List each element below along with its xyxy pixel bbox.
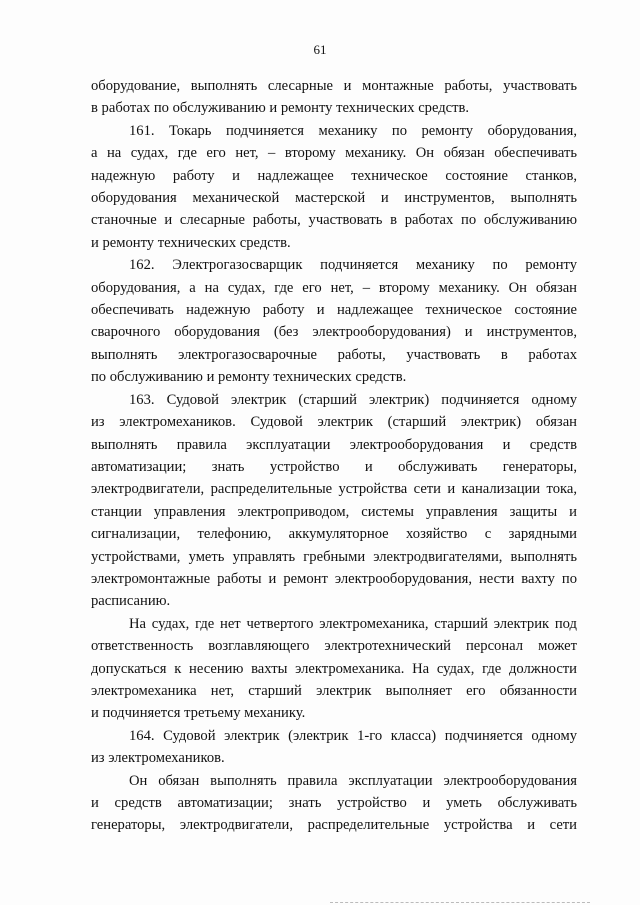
paragraph: [91, 725, 577, 770]
text-line: электродвигатели, распределительные устройства сети и канализации тока,: [91, 481, 577, 498]
text-line: 164. Судовой электрик (электрик 1-го класса) подчиняется одному: [129, 727, 577, 744]
text-line: электромеханика нет, старший электрик выполняет его обязанности: [91, 682, 577, 699]
text-line: выполнять электрогазосварочные работы, участвовать в работах: [91, 346, 577, 363]
text-line: сварочного оборудования (без электрооборудования) и инструментов,: [91, 324, 577, 341]
scan-edge-mark: [330, 901, 590, 903]
text-line: электромонтажные работы и ремонт электрооборудования, нести вахту по: [91, 570, 577, 587]
text-line: 162. Электрогазосварщик подчиняется механику по ремонту: [129, 257, 577, 274]
text-line: расписанию.: [91, 593, 171, 610]
text-line: из электромехаников.: [91, 750, 225, 767]
text-line: и средств автоматизации; знать устройство и уметь обслуживать: [91, 795, 577, 811]
page-number: 61: [313, 42, 327, 57]
text-line: и ремонту технических средств.: [91, 234, 291, 251]
paragraph: [91, 389, 577, 613]
text-line: 161. Токарь подчиняется механику по ремонту оборудования,: [129, 122, 577, 139]
text-line: из электромехаников. Судовой электрик (старший электрик) обязан: [91, 414, 577, 431]
document-body: [91, 75, 577, 837]
text-line: выполнять правила эксплуатации электрооборудования и средств: [91, 436, 577, 453]
text-line: надежную работу и надлежащее техническое состояние станков,: [91, 167, 577, 184]
text-line: оборудования механической мастерской и инструментов, выполнять: [91, 190, 577, 207]
text-line: На судах, где нет четвертого электромеханика, старший электрик под: [129, 615, 577, 632]
text-line: а на судах, где его нет, – второму механику. Он обязан обеспечивать: [91, 145, 577, 162]
text-line: допускаться к несению вахты электромеханика. На судах, где должности: [91, 660, 577, 677]
paragraph: [91, 613, 577, 725]
text-line: оборудования, а на судах, где его нет, – второму механику. Он обязан: [91, 279, 577, 296]
text-line: по обслуживанию и ремонту технических средств.: [91, 369, 407, 386]
text-line: станочные и слесарные работы, участвовать в работах по обслуживанию: [91, 212, 577, 229]
paragraph: [91, 770, 577, 837]
paragraph: [91, 254, 577, 388]
text-line: станции управления электроприводом, системы управления защиты и: [91, 503, 577, 520]
paragraph: [91, 120, 577, 254]
text-line: генераторы, электродвигатели, распределительные устройства и сети: [91, 817, 577, 834]
text-line: обеспечивать надежную работу и надлежащее техническое состояние: [91, 302, 577, 319]
text-line: ответственность возглавляющего электротехнический персонал может: [91, 638, 577, 655]
text-line: и подчиняется третьему механику.: [91, 705, 306, 722]
text-line: сигнализации, телефонию, аккумуляторное хозяйство с зарядными: [91, 526, 577, 543]
text-line: автоматизации; знать устройство и обслуживать генераторы,: [91, 458, 577, 475]
text-line: оборудование, выполнять слесарные и монтажные работы, участвовать: [91, 78, 577, 94]
text-line: 163. Судовой электрик (старший электрик) подчиняется одному: [129, 391, 577, 408]
paragraph: [91, 75, 577, 120]
text-line: в работах по обслуживанию и ремонту технических средств.: [91, 100, 470, 117]
text-line: устройствами, уметь управлять гребными электродвигателями, выполнять: [91, 548, 577, 565]
text-line: Он обязан выполнять правила эксплуатации электрооборудования: [129, 772, 577, 789]
